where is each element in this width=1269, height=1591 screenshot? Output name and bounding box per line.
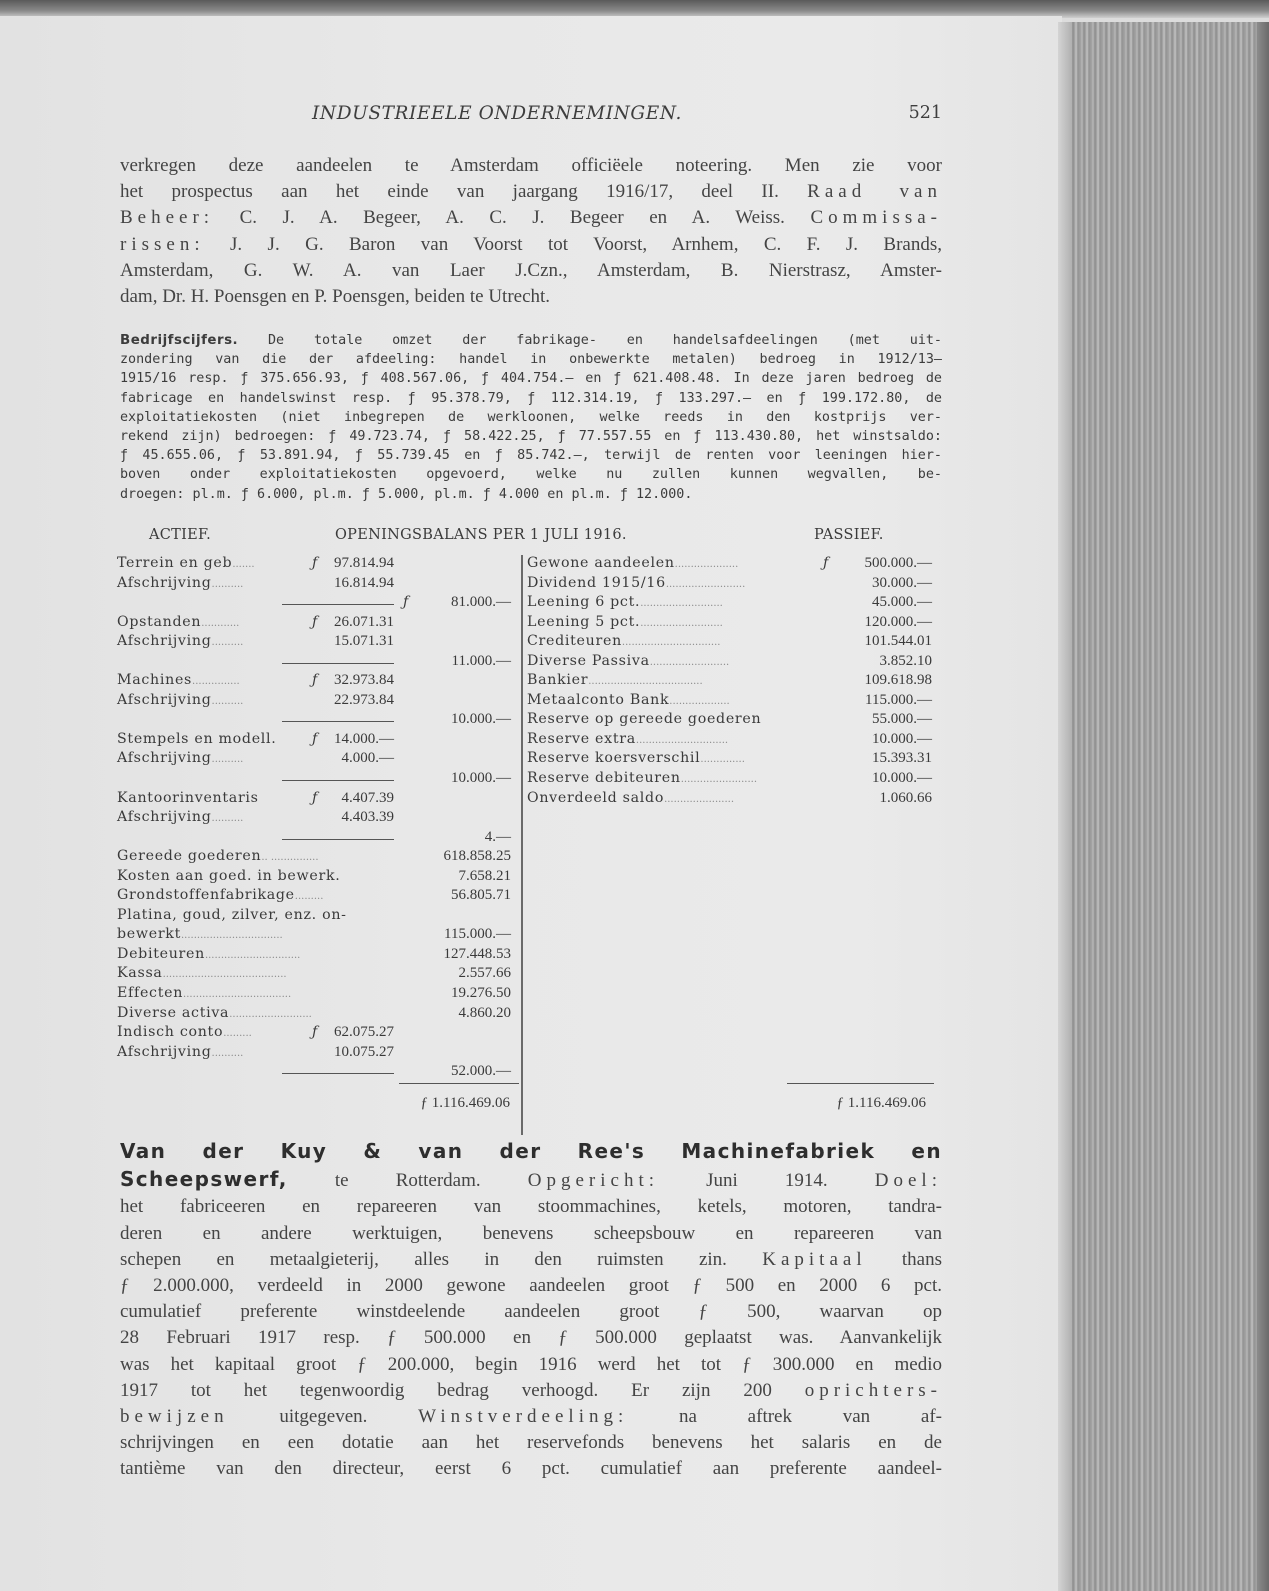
text-line: 1917 tot het tegenwoordig bedrag verhoogd. Er zijn 200 oprichters- [120, 1379, 942, 1401]
currency-symbol: ƒ [312, 672, 318, 689]
row-net-value: 19.276.50 [451, 985, 511, 1002]
balance-row [117, 594, 517, 614]
leader-dots: .......... [211, 637, 244, 649]
company-name: Van der Kuy & van der Ree's Machinefabriek en [120, 1139, 942, 1163]
text-line: rissen: J. J. G. Baron van Voorst tot Voorst, Arnhem, C. F. J. Brands, [120, 233, 942, 255]
leader-dots: ........................ [680, 774, 758, 786]
subtotal-rule [282, 663, 394, 664]
row-label: Grondstoffenfabrikage......... [117, 887, 324, 904]
company-entry [120, 1138, 942, 1483]
leader-dots: .......... [211, 695, 244, 707]
row-label: Onverdeeld saldo...................... [527, 789, 735, 806]
row-label: Stempels en modell. [117, 730, 277, 747]
row-net-value: 11.000.— [451, 652, 511, 669]
text-line: cumulatief preferente winstdeelende aandeelen groot ƒ 500, waarvan op [120, 1301, 942, 1323]
row-amount: 62.075.27 [334, 1024, 394, 1041]
row-amount: 10.000.— [872, 730, 932, 747]
total-actief: ƒ 1.116.469.06 [420, 1095, 510, 1111]
row-amount: 30.000.— [872, 574, 932, 591]
balance-sheet [117, 527, 942, 1127]
row-label: Gewone aandeelen.................... [527, 555, 739, 571]
intro-paragraph [120, 153, 942, 310]
balance-row [117, 829, 517, 849]
text-line: schrijvingen en een dotatie aan het reservefonds benevens het salaris en de [120, 1432, 942, 1454]
text-line: verkregen deze aandeelen te Amsterdam officiëele noteering. Men zie voor [120, 155, 942, 176]
row-amount: 3.852.10 [879, 652, 932, 669]
row-label: Reserve extra............................. [527, 730, 729, 747]
text-line: tantième van den directeur, eerst 6 pct. cumulatief aan preferente aandeel- [120, 1458, 942, 1480]
row-label: Reserve debiteuren........................ [527, 770, 758, 787]
subtotal-rule [282, 1073, 394, 1074]
text-line: 1915/16 resp. ƒ 375.656.93, ƒ 408.567.06, ƒ 404.754.— en ƒ 621.408.48. In deze jaren bedroeg de [120, 371, 942, 387]
total-rule-actief [399, 1083, 519, 1084]
row-label: Platina, goud, zilver, enz. on- [117, 906, 347, 923]
passief-column [527, 555, 942, 809]
leader-dots: .......... [211, 754, 244, 766]
balance-row [527, 594, 942, 614]
leader-dots: ................................ [181, 930, 283, 942]
row-label: Metaalconto Bank................... [527, 691, 730, 708]
subtotal-rule [282, 721, 394, 722]
balance-row [117, 946, 517, 966]
row-label: Debiteuren.............................. [117, 945, 301, 962]
balance-row [527, 555, 942, 575]
running-header [120, 103, 942, 129]
leader-dots: .............. [700, 754, 745, 766]
total-rule-passief [787, 1083, 934, 1084]
row-label: Afschrijving.......... [117, 1043, 244, 1060]
balance-row [117, 614, 517, 634]
row-amount: 4.403.39 [341, 809, 394, 826]
actief-header: ACTIEF. [149, 527, 212, 543]
balance-row [117, 926, 517, 946]
balance-row [117, 711, 517, 731]
row-label: Reserve koersverschil.............. [527, 750, 745, 767]
balance-row [117, 770, 517, 790]
balance-row [117, 731, 517, 751]
row-label: Crediteuren............................... [527, 633, 721, 650]
text-line: boven onder exploitatiekosten opgevoerd, welke nu zullen kunnen wegvallen, be- [120, 467, 942, 483]
currency-symbol: ƒ [312, 613, 318, 630]
leader-dots: ............ [201, 617, 240, 629]
balance-row [117, 965, 517, 985]
row-label: Afschrijving.......... [117, 750, 244, 767]
row-net-value: 52.000.— [451, 1063, 511, 1080]
balance-row [117, 868, 517, 888]
leader-dots: ....... [232, 559, 255, 570]
row-amount: 120.000.— [864, 613, 932, 630]
balance-row [117, 809, 517, 829]
row-label: Afschrijving.......... [117, 574, 244, 591]
row-label: Leening 6 pct........................... [527, 594, 723, 611]
balance-row [117, 907, 517, 927]
company-name-cont: Scheepswerf, [120, 1167, 288, 1192]
row-label: bewerkt................................ [117, 926, 283, 943]
bedrijfscijfers-paragraph [120, 331, 942, 504]
balance-row [527, 770, 942, 790]
passief-header: PASSIEF. [814, 527, 884, 543]
text-line: het prospectus aan het einde van jaargang 1916/17, deel II. Raad van [120, 181, 942, 203]
balance-row [117, 887, 517, 907]
text-line: deren en andere werktuigen, benevens scheepsbouw en repareeren van [120, 1222, 942, 1244]
row-label: Effecten.................................. [117, 985, 292, 1002]
row-label: Opstanden............ [117, 613, 240, 630]
leader-dots: ............................... [621, 637, 721, 649]
balance-row [117, 633, 517, 653]
row-net-value: 115.000.— [444, 926, 511, 943]
row-amount: 10.075.27 [334, 1043, 394, 1060]
balance-row [527, 790, 942, 810]
row-label: Gereede goederen.. ............... [117, 848, 319, 865]
row-amount: 15.393.31 [872, 750, 932, 767]
subtotal-rule [282, 839, 394, 840]
row-net-value: 4.— [484, 828, 511, 845]
row-label: Kassa....................................... [117, 965, 287, 982]
row-label: Afschrijving.......... [117, 809, 244, 826]
balance-row [117, 555, 517, 575]
text-line: rekend zijn) bedroegen: ƒ 49.723.74, ƒ 58.422.25, ƒ 77.557.55 en ƒ 113.430.80, het winstsaldo: [120, 429, 942, 445]
leader-dots: .......... [211, 813, 244, 825]
currency-symbol: ƒ [312, 555, 318, 571]
text-line: ƒ 45.655.06, ƒ 53.891.94, ƒ 55.739.45 en ƒ 85.742.—, terwijl de renten voor leeningen hier- [120, 448, 942, 464]
row-label: Kantoorinventaris [117, 789, 259, 806]
currency-symbol: ƒ [312, 1024, 318, 1041]
leader-dots: ................... [669, 695, 730, 707]
row-amount: 32.973.84 [334, 672, 394, 689]
balance-row [117, 848, 517, 868]
balance-row [527, 731, 942, 751]
leader-dots: .................................. [183, 989, 292, 1001]
row-label: Afschrijving.......... [117, 691, 244, 708]
row-net-value: 127.448.53 [443, 945, 511, 962]
leader-dots: ......................... [665, 578, 746, 590]
text-line: 28 Februari 1917 resp. ƒ 500.000 en ƒ 500.000 geplaatst was. Aanvankelijk [120, 1327, 942, 1349]
currency-symbol: ƒ [823, 555, 829, 571]
text-line: droegen: pl.m. ƒ 6.000, pl.m. ƒ 5.000, pl.m. ƒ 4.000 en pl.m. ƒ 12.000. [120, 486, 693, 502]
row-net-value: 56.805.71 [451, 887, 511, 904]
balance-row [117, 575, 517, 595]
row-label: Reserve op gereede goederen [527, 711, 762, 728]
text-line: exploitatiekosten (niet inbegrepen de werkloonen, welke reeds in den kostprijs ver- [120, 409, 942, 425]
text-line: Beheer: C. J. A. Begeer, A. C. J. Begeer en A. Weiss. Commissa- [120, 207, 942, 229]
balance-title: OPENINGSBALANS PER 1 JULI 1916. [335, 527, 627, 543]
balance-row [117, 790, 517, 810]
subtotal-rule [282, 780, 394, 781]
row-amount: 26.071.31 [334, 613, 394, 630]
bedrijfscijfers-heading: Bedrijfscijfers. [120, 333, 239, 348]
balance-sheet-header [117, 527, 942, 549]
row-amount: 10.000.— [872, 770, 932, 787]
row-net-value: 4.860.20 [458, 1004, 511, 1021]
text-line: Amsterdam, G. W. A. van Laer J.Czn., Amsterdam, B. Nierstrasz, Amster- [120, 259, 942, 281]
text-line: ƒ 2.000.000, verdeeld in 2000 gewone aandeelen groot ƒ 500 en 2000 6 pct. [120, 1275, 942, 1297]
text-line: Bedrijfscijfers. De totale omzet der fabrikage- en handelsafdeelingen (met uit- [120, 333, 942, 348]
currency-symbol: ƒ [312, 789, 318, 806]
subtotal-rule [282, 604, 394, 605]
row-amount: 4.407.39 [341, 789, 394, 806]
row-label: Machines............... [117, 672, 240, 689]
row-amount: 500.000.— [864, 555, 932, 571]
leader-dots: .......... [211, 1047, 244, 1059]
currency-symbol: ƒ [312, 730, 318, 747]
leader-dots: .......... [211, 578, 244, 590]
row-label: Indisch conto......... [117, 1024, 252, 1041]
balance-row [117, 1024, 517, 1044]
row-label: Afschrijving.......... [117, 633, 244, 650]
row-amount: 22.973.84 [334, 691, 394, 708]
row-amount: 16.814.94 [334, 574, 394, 591]
balance-row [117, 1005, 517, 1025]
text-line: schepen en metaalgieterij, alles in den ruimsten zin. Kapitaal thans [120, 1248, 943, 1270]
balance-row [527, 575, 942, 595]
company-name-line [120, 1138, 942, 1166]
balance-row [527, 653, 942, 673]
leader-dots: ......................... [649, 656, 730, 668]
row-amount: 15.071.31 [334, 633, 394, 650]
row-label: Diverse Passiva......................... [527, 652, 730, 669]
row-amount: 45.000.— [872, 594, 932, 611]
row-label: Kosten aan goed. in bewerk. [117, 867, 341, 884]
balance-row [117, 1063, 517, 1083]
leader-dots: ............................. [635, 734, 729, 746]
row-amount: 14.000.— [334, 730, 394, 747]
row-amount: 4.000.— [341, 750, 394, 767]
book-page-edges [1058, 22, 1269, 1591]
leader-dots: .............................. [204, 949, 301, 961]
row-amount: 115.000.— [865, 691, 932, 708]
total-passief: ƒ 1.116.469.06 [836, 1095, 926, 1111]
balance-row [117, 692, 517, 712]
balance-row [117, 653, 517, 673]
balance-row [527, 672, 942, 692]
leader-dots: ......... [294, 891, 324, 903]
leader-dots: ............... [192, 676, 240, 688]
row-label: Diverse activa.......................... [117, 1004, 312, 1021]
row-label: Leening 5 pct........................... [527, 613, 723, 630]
text-line: zondering van die der afdeeling: handel in onbewerkte metalen) bedroeg in 1912/13— [120, 352, 942, 368]
leader-dots: .................................... [588, 676, 703, 688]
leader-dots: ....................................... [162, 969, 287, 981]
leader-dots: .......................... [640, 598, 723, 610]
balance-row [527, 614, 942, 634]
balance-row [117, 672, 517, 692]
running-title: INDUSTRIEELE ONDERNEMINGEN. [312, 103, 682, 124]
row-amount: 101.544.01 [864, 633, 932, 650]
balance-row [527, 633, 942, 653]
balance-row [527, 692, 942, 712]
row-label: Dividend 1915/16......................... [527, 574, 746, 591]
text-line: dam, Dr. H. Poensgen en P. Poensgen, beiden te Utrecht. [120, 286, 551, 308]
text-line: bewijzen uitgegeven. Winstverdeeling: na aftrek van af- [120, 1406, 942, 1428]
text-line: was het kapitaal groot ƒ 200.000, begin 1916 werd het tot ƒ 300.000 en medio [120, 1353, 942, 1375]
row-net-value: 2.557.66 [458, 965, 511, 982]
leader-dots: ......... [223, 1028, 252, 1040]
page-number: 521 [908, 103, 942, 123]
row-amount: 109.618.98 [864, 672, 932, 689]
balance-row [527, 711, 942, 731]
leader-dots: .................... [674, 559, 739, 570]
row-amount: 55.000.— [872, 711, 932, 728]
leader-dots: ...................... [664, 793, 735, 805]
row-net-value: 10.000.— [451, 770, 511, 787]
row-label: Terrein en geb....... [117, 555, 255, 571]
text-line: Scheepswerf, te Rotterdam. Opgericht: Juni 1914. Doel: [120, 1167, 942, 1192]
balance-row [117, 985, 517, 1005]
column-divider [521, 555, 523, 1135]
row-net-value: 618.858.25 [443, 848, 511, 865]
actief-column [117, 555, 517, 1083]
row-net-value: 7.658.21 [458, 867, 511, 884]
leader-dots: .. ............... [261, 852, 319, 864]
row-amount: 1.060.66 [879, 789, 932, 806]
balance-row [527, 750, 942, 770]
leader-dots: .......................... [640, 617, 723, 629]
text-line: het fabriceeren en repareeren van stoommachines, ketels, motoren, tandra- [120, 1196, 942, 1218]
row-net-value: 10.000.— [451, 711, 511, 728]
row-label: Bankier.................................... [527, 672, 703, 689]
currency-symbol: ƒ [403, 594, 409, 611]
balance-row [117, 750, 517, 770]
leader-dots: .......................... [229, 1008, 312, 1020]
row-amount: 97.814.94 [334, 555, 394, 571]
text-line: fabricage en handelswinst resp. ƒ 95.378.79, ƒ 112.314.19, ƒ 133.297.— en ƒ 199.172.80, de [120, 390, 942, 406]
balance-row [117, 1044, 517, 1064]
row-net-value: 81.000.— [451, 594, 511, 611]
